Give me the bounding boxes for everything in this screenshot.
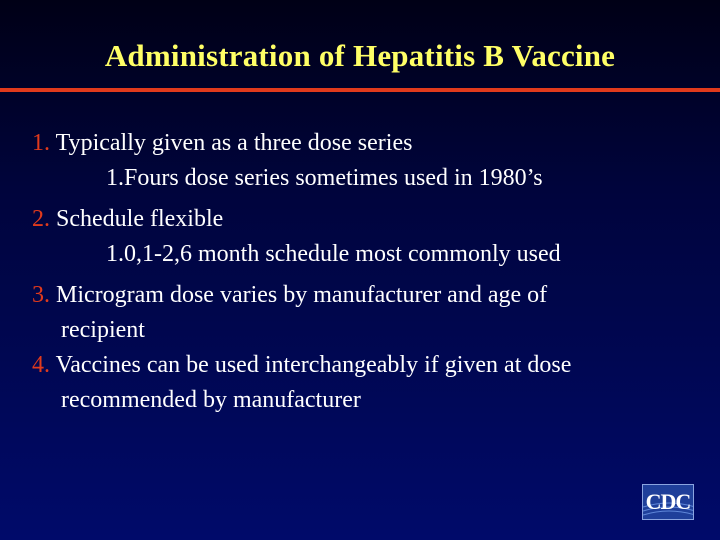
slide-title: Administration of Hepatitis B Vaccine <box>104 38 616 73</box>
item-text: Schedule flexible <box>56 206 224 232</box>
sub-item: 1.0,1-2,6 month schedule most commonly used <box>106 241 561 267</box>
item-continuation: recipient <box>61 317 145 343</box>
list-item <box>32 278 692 313</box>
item-text: Typically given as a three dose series <box>55 130 413 156</box>
cdc-logo <box>642 484 694 520</box>
item-number: 1. <box>32 130 50 156</box>
item-text: Vaccines can be used interchangeably if given at dose <box>55 352 572 378</box>
item-number: 3. <box>32 282 50 308</box>
list-item <box>32 202 692 237</box>
item-number: 2. <box>32 206 50 232</box>
item-text: Microgram dose varies by manufacturer and age of <box>56 282 548 308</box>
title-divider <box>0 88 720 92</box>
list-item <box>32 126 692 161</box>
item-number: 4. <box>32 352 50 378</box>
bullet-list <box>32 126 692 418</box>
list-item <box>32 348 692 383</box>
item-continuation: recommended by manufacturer <box>61 387 361 413</box>
logo-text: CDC <box>645 489 691 514</box>
sub-item: 1.Fours dose series sometimes used in 1980’s <box>106 165 543 191</box>
